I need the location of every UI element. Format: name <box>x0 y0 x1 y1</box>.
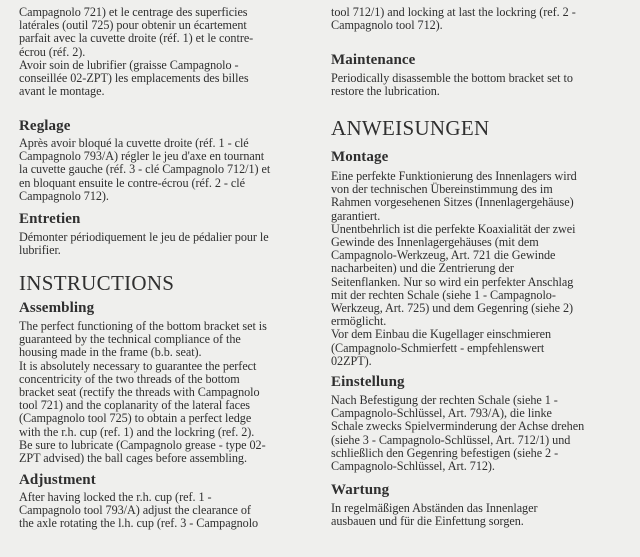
maintenance-paragraph: Periodically disassemble the bottom bracket set to restore the lubrication. <box>331 71 573 99</box>
reglage-heading: Reglage <box>19 118 71 134</box>
entretien-heading: Entretien <box>19 211 81 227</box>
maintenance-heading: Maintenance <box>331 52 416 68</box>
instructions-heading: INSTRUCTIONS <box>19 271 175 295</box>
einstellung-heading: Einstellung <box>331 374 405 390</box>
entretien-paragraph: Démonter périodiquement le jeu de pédalier pour le lubrifier. <box>19 230 269 258</box>
wartung-paragraph: In regelmäßigen Abständen das Innenlager ausbauen und für die Einfettung sorgen. <box>331 501 538 529</box>
einstellung-paragraph: Nach Befestigung der rechten Schale (siehe 1 - Campagnolo-Schlüssel, Art. 793/A), die linke Schale zwecks Spielverminderung der Achse drehen (siehe 3 - Campagnolo-Schlüssel, Art. 712/1) und schließlich den Gegenring befestigen (siehe 2 - Campagnolo-Schlüssel, Art. 712). <box>331 393 585 474</box>
assembling-heading: Assembling <box>19 300 95 316</box>
assembling-paragraph: The perfect functioning of the bottom bracket set is guaranteed by the technical compliance of the housing made in the frame (b.b. seat). It is absolutely necessary to guarantee the perfect concentricity of the two threads of the bottom bracket seat (rectify the threads with Campagnolo tool 721) and the coplanarity of the lateral faces (Campagnolo tool 725) to obtain a perfect ledge with the r.h. cup (ref. 1) and the lockring (ref. 2). Be sure to lubricate (Campagnolo grease - type 02- ZPT advised) the ball cages before assembling. <box>19 319 267 466</box>
english-intro-continued-paragraph: tool 712/1) and locking at last the lockring (ref. 2 - Campagnolo tool 712). <box>331 5 576 33</box>
french-intro-paragraph: Campagnolo 721) et le centrage des superficies latérales (outil 725) pour obtenir un écartement parfait avec la cuvette droite (réf. 1) et le contre- écrou (réf. 2). Avoir soin de lubrifier (graisse Campagnolo - conseillée 02-ZPT) les emplacements des billes avant le montage. <box>19 5 254 99</box>
adjustment-paragraph: After having locked the r.h. cup (ref. 1 - Campagnolo tool 793/A) adjust the clearance of the axle rotating the l.h. cup (ref. 3 - Campagnolo <box>19 490 259 531</box>
montage-heading: Montage <box>331 149 389 165</box>
adjustment-heading: Adjustment <box>19 472 96 488</box>
anweisungen-heading: ANWEISUNGEN <box>331 116 490 140</box>
wartung-heading: Wartung <box>331 482 390 498</box>
reglage-paragraph: Après avoir bloqué la cuvette droite (réf. 1 - clé Campagnolo 793/A) régler le jeu d'axe en tournant la cuvette gauche (réf. 3 - clé Campagnolo 712/1) et en bloquant ensuite le contre-écrou (réf. 2 - clé Campagnolo 712). <box>19 136 271 203</box>
montage-paragraph: Eine perfekte Funktionierung des Innenlagers wird von der technischen Übereinstimmung des im Rahmen vorgesehenen Sitzes (Innenlagergehäuse) garantiert. Unentbehrlich ist die perfekte Koaxialität der zwei Gewinde des Innenlagergehäuses (mit dem Campagnolo-Werkzeug, Art. 721 die Gewinde nacharbeiten) und die Zentrierung der Seitenflanken. Nur so wird ein perfekter Anschlag mit der rechten Schale (siehe 1 - Campagnolo- Werkzeug, Art. 725) und dem Gegenring (siehe 2) ermöglicht. Vor dem Einbau die Kugellager einschmieren (Campagnolo-Schmierfett - empfehlenswert 02ZPT). <box>331 169 577 368</box>
